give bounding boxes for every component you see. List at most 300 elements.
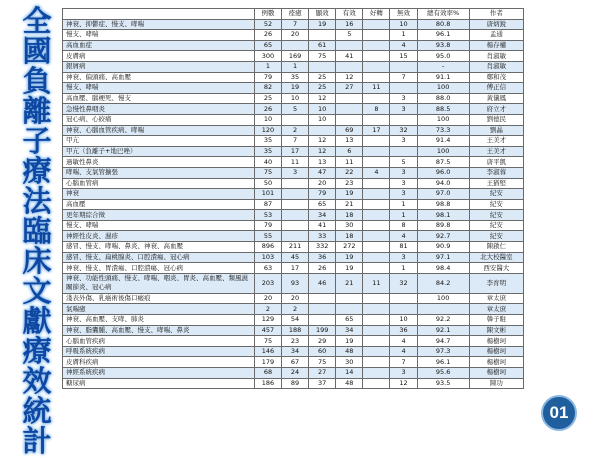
value-cell: 18 [336, 210, 363, 221]
value-cell [390, 83, 417, 94]
value-cell [336, 104, 363, 115]
value-cell: 52 [254, 19, 281, 30]
disease-cell: 神衰 [63, 189, 255, 200]
value-cell: 22 [336, 167, 363, 178]
value-cell: 75 [309, 51, 336, 62]
value-cell [363, 378, 390, 389]
value-cell: 24 [282, 368, 309, 379]
table-row [63, 199, 524, 210]
table-row [63, 19, 524, 30]
title-char: 文 [22, 274, 52, 308]
page-number-badge: 01 [541, 395, 577, 431]
value-cell: 11 [363, 273, 390, 293]
title-char: 全 [22, 4, 52, 38]
disease-cell: 神衰、功能性頭痛、慢支、哮喘、咽炎、胃炎、高血壓、類風濕關節炎、冠心病 [63, 273, 255, 293]
value-cell: 20 [254, 293, 281, 304]
value-cell [363, 368, 390, 379]
table-row [63, 93, 524, 104]
value-cell [282, 189, 309, 200]
value-cell: 3 [390, 189, 417, 200]
value-cell: 20 [309, 178, 336, 189]
value-cell [363, 199, 390, 210]
table-row [63, 136, 524, 147]
title-char: 國 [22, 34, 52, 68]
value-cell [336, 304, 363, 315]
value-cell: 79 [254, 220, 281, 231]
value-cell: 101 [254, 189, 281, 200]
value-cell [363, 189, 390, 200]
disease-cell: 呼吸系統疾病 [63, 346, 255, 357]
value-cell: 26 [254, 30, 281, 41]
value-cell: 98.4 [417, 263, 469, 274]
value-cell: 40 [254, 157, 281, 168]
author-cell: 李育明 [469, 273, 523, 293]
value-cell: 94.0 [417, 178, 469, 189]
value-cell [363, 19, 390, 30]
value-cell: 3 [390, 178, 417, 189]
disease-cell: 高血壓、腦梗死、慢支 [63, 93, 255, 104]
value-cell: 4 [390, 336, 417, 347]
value-cell: 8 [390, 220, 417, 231]
value-cell: 91.1 [417, 72, 469, 83]
value-cell: 3 [390, 93, 417, 104]
author-cell: 王美才 [469, 146, 523, 157]
author-cell: 孟通 [469, 30, 523, 41]
vertical-title [12, 4, 62, 458]
value-cell: 92.2 [417, 315, 469, 326]
value-cell: 48 [336, 378, 363, 389]
value-cell: 54 [282, 315, 309, 326]
value-cell: 4 [363, 167, 390, 178]
value-cell: 5 [282, 104, 309, 115]
title-char: 離 [22, 94, 52, 128]
title-char: 效 [22, 364, 52, 398]
value-cell: 20 [282, 30, 309, 41]
value-cell: 1 [390, 263, 417, 274]
value-cell: 3 [282, 167, 309, 178]
table-row [63, 293, 524, 304]
author-cell: 韓子駐 [469, 315, 523, 326]
value-cell: 53 [254, 210, 281, 221]
column-header [63, 9, 255, 20]
disease-cell: 感冒、慢支、哮喘、鼻炎、神衰、高血壓 [63, 242, 255, 253]
table-row [63, 167, 524, 178]
column-header: 痊癒 [282, 9, 309, 20]
value-cell: 21 [336, 199, 363, 210]
value-cell: 73.3 [417, 125, 469, 136]
value-cell: 7 [282, 19, 309, 30]
value-cell: 100 [417, 83, 469, 94]
table-row [63, 220, 524, 231]
author-cell: 傅正信 [469, 83, 523, 94]
table-row [63, 378, 524, 389]
table-row [63, 61, 524, 72]
author-cell: 北大校醫室 [469, 252, 523, 263]
disease-cell: 神衰、心腦血管疾病、哮喘 [63, 125, 255, 136]
author-cell: 劉晶 [469, 125, 523, 136]
value-cell [363, 346, 390, 357]
author-cell: 西安醫大 [469, 263, 523, 274]
value-cell: 34 [282, 346, 309, 357]
value-cell: 1 [390, 210, 417, 221]
value-cell: 90.9 [417, 242, 469, 253]
disease-cell: 氣喘癒 [63, 304, 255, 315]
value-cell: 34 [336, 325, 363, 336]
value-cell: 19 [336, 336, 363, 347]
disease-cell: 高血壓 [63, 199, 255, 210]
value-cell [309, 30, 336, 41]
value-cell: 33 [309, 231, 336, 242]
disease-cell: 神衰、脂囊腫、高血壓、慢支、哮喘、鼻炎 [63, 325, 255, 336]
value-cell: 81 [390, 242, 417, 253]
disease-cell: 感冒、慢支、扁桃腺炎、口腔潰瘍、冠心病 [63, 252, 255, 263]
value-cell: 3 [390, 104, 417, 115]
value-cell: 2 [282, 125, 309, 136]
value-cell: 3 [390, 368, 417, 379]
value-cell: 332 [309, 242, 336, 253]
value-cell: 7 [390, 72, 417, 83]
author-cell: 黃儀鳳 [469, 93, 523, 104]
value-cell: 188 [282, 325, 309, 336]
value-cell: 84.2 [417, 273, 469, 293]
value-cell: 13 [309, 157, 336, 168]
disease-cell: 糖尿病 [63, 378, 255, 389]
author-cell: 紀安 [469, 231, 523, 242]
value-cell: 97.1 [417, 252, 469, 263]
value-cell: 6 [336, 146, 363, 157]
author-cell: 唐炳銳 [469, 19, 523, 30]
value-cell: 12 [309, 146, 336, 157]
title-char: 療 [22, 334, 52, 368]
value-cell: 2 [282, 304, 309, 315]
value-cell: 21 [336, 273, 363, 293]
value-cell: 88.0 [417, 93, 469, 104]
value-cell: 179 [254, 357, 281, 368]
value-cell: 79 [309, 189, 336, 200]
value-cell: 2 [254, 304, 281, 315]
disease-cell: 慢支、哮喘 [63, 220, 255, 231]
value-cell: 169 [282, 51, 309, 62]
value-cell: 19 [336, 252, 363, 263]
value-cell: 89.8 [417, 220, 469, 231]
table-body [63, 19, 524, 389]
value-cell: 75 [254, 336, 281, 347]
value-cell: 19 [282, 83, 309, 94]
value-cell: 46 [309, 273, 336, 293]
disease-cell: 急慢性鼻咽炎 [63, 104, 255, 115]
value-cell: 16 [336, 19, 363, 30]
author-cell: 楊樹珂 [469, 336, 523, 347]
value-cell [363, 61, 390, 72]
disease-cell: 神經系統疾病 [63, 368, 255, 379]
value-cell: 203 [254, 273, 281, 293]
table-row [63, 210, 524, 221]
value-cell: 41 [309, 220, 336, 231]
value-cell: 82 [254, 83, 281, 94]
value-cell: 10 [254, 114, 281, 125]
value-cell: 120 [254, 125, 281, 136]
value-cell: 4 [390, 346, 417, 357]
value-cell: 98.1 [417, 210, 469, 221]
value-cell [390, 293, 417, 304]
value-cell: 17 [282, 263, 309, 274]
disease-cell: 甲亢 [63, 136, 255, 147]
value-cell: 5 [336, 30, 363, 41]
value-cell: 69 [336, 125, 363, 136]
value-cell: 47 [309, 167, 336, 178]
value-cell: 93.5 [417, 378, 469, 389]
value-cell: 79 [254, 72, 281, 83]
value-cell: 37 [309, 378, 336, 389]
value-cell [282, 199, 309, 210]
value-cell: 88.5 [417, 104, 469, 115]
table-row [63, 263, 524, 274]
title-char: 療 [22, 154, 52, 188]
disease-cell: 神衰、慢支、胃潰瘍、口腔潰瘍、冠心病 [63, 263, 255, 274]
clinical-data-table [62, 8, 524, 389]
author-cell: 唐平凱 [469, 157, 523, 168]
value-cell [363, 252, 390, 263]
disease-cell: 過敏性鼻炎 [63, 157, 255, 168]
author-cell: 章太庶 [469, 304, 523, 315]
title-char: 床 [22, 244, 52, 278]
value-cell: 20 [282, 293, 309, 304]
value-cell: 35 [282, 72, 309, 83]
author-cell: 楊樹珂 [469, 368, 523, 379]
value-cell: 17 [282, 146, 309, 157]
value-cell: 4 [390, 231, 417, 242]
value-cell: 55 [254, 231, 281, 242]
author-cell: 王猶堅 [469, 178, 523, 189]
value-cell [309, 315, 336, 326]
value-cell: 13 [336, 136, 363, 147]
table-row [63, 315, 524, 326]
value-cell: 95.0 [417, 51, 469, 62]
value-cell: 12 [336, 72, 363, 83]
value-cell: 65 [254, 40, 281, 51]
value-cell: 45 [282, 252, 309, 263]
value-cell: 129 [254, 315, 281, 326]
table-row [63, 146, 524, 157]
value-cell [309, 304, 336, 315]
value-cell [363, 93, 390, 104]
value-cell: 63 [254, 263, 281, 274]
value-cell: 61 [309, 40, 336, 51]
author-cell: 楊樹珂 [469, 357, 523, 368]
value-cell [282, 220, 309, 231]
title-char: 負 [22, 64, 52, 98]
value-cell [282, 178, 309, 189]
value-cell: 65 [309, 199, 336, 210]
value-cell [363, 51, 390, 62]
disease-cell: 神衰、高血壓、支哮、肺炎 [63, 315, 255, 326]
title-char: 計 [22, 424, 52, 458]
table-row [63, 72, 524, 83]
value-cell: 48 [336, 346, 363, 357]
author-cell: 楊樹珂 [469, 346, 523, 357]
value-cell: - [417, 61, 469, 72]
column-header: 有效 [336, 9, 363, 20]
value-cell [282, 40, 309, 51]
author-cell: 紀安 [469, 220, 523, 231]
value-cell: 93 [282, 273, 309, 293]
table-row [63, 273, 524, 293]
disease-cell: 神衰、偏頭痛、高血壓 [63, 72, 255, 83]
value-cell: 11 [336, 157, 363, 168]
value-cell: 19 [309, 19, 336, 30]
value-cell: 36 [390, 325, 417, 336]
value-cell: 32 [390, 273, 417, 293]
disease-cell: 更年期綜合徵 [63, 210, 255, 221]
disease-cell: 淺表外傷、乳癌術後傷口瘢痕 [63, 293, 255, 304]
disease-cell: 神衰、抑鬱症、慢支、哮喘 [63, 19, 255, 30]
value-cell: 25 [254, 93, 281, 104]
disease-cell: 慢支、哮喘 [63, 83, 255, 94]
value-cell [363, 146, 390, 157]
value-cell: 3 [390, 252, 417, 263]
value-cell: 103 [254, 252, 281, 263]
value-cell [363, 242, 390, 253]
value-cell: 60 [309, 346, 336, 357]
value-cell: 97.0 [417, 189, 469, 200]
disease-cell: 高血血症 [63, 40, 255, 51]
value-cell: 36 [309, 252, 336, 263]
disease-cell: 心腦血管病 [63, 178, 255, 189]
value-cell: 8 [363, 104, 390, 115]
value-cell: 14 [336, 368, 363, 379]
value-cell [363, 178, 390, 189]
value-cell: 1 [390, 199, 417, 210]
value-cell: 12 [390, 378, 417, 389]
value-cell: 87.5 [417, 157, 469, 168]
author-cell: 王美才 [469, 136, 523, 147]
table-row [63, 231, 524, 242]
value-cell [417, 304, 469, 315]
table-row [63, 157, 524, 168]
value-cell: 10 [282, 93, 309, 104]
value-cell: 26 [254, 104, 281, 115]
value-cell: 41 [336, 51, 363, 62]
column-header: 總有效率% [417, 9, 469, 20]
value-cell [390, 146, 417, 157]
value-cell: 1 [390, 30, 417, 41]
value-cell: 15 [390, 51, 417, 62]
value-cell: 7 [390, 357, 417, 368]
author-cell: 鄭和茂 [469, 72, 523, 83]
value-cell [363, 157, 390, 168]
value-cell: 10 [390, 315, 417, 326]
value-cell: 17 [363, 125, 390, 136]
table-row [63, 40, 524, 51]
value-cell: 92.1 [417, 325, 469, 336]
value-cell: 100 [417, 146, 469, 157]
column-header: 顯效 [309, 9, 336, 20]
table-row [63, 368, 524, 379]
disease-cell: 哮喘、支氣管擴張 [63, 167, 255, 178]
value-cell [363, 231, 390, 242]
value-cell [309, 125, 336, 136]
value-cell: 97.3 [417, 346, 469, 357]
value-cell: 186 [254, 378, 281, 389]
value-cell [282, 114, 309, 125]
table-row [63, 304, 524, 315]
value-cell: 75 [254, 167, 281, 178]
value-cell: 211 [282, 242, 309, 253]
title-char: 子 [22, 124, 52, 158]
value-cell: 68 [254, 368, 281, 379]
value-cell [363, 30, 390, 41]
value-cell: 29 [309, 336, 336, 347]
table-row [63, 325, 524, 336]
table-row [63, 346, 524, 357]
column-header: 作者 [469, 9, 523, 20]
value-cell [363, 304, 390, 315]
disease-cell: 銀屑病 [63, 61, 255, 72]
disease-cell: 神經性皮炎、濕疹 [63, 231, 255, 242]
author-cell: 陳文彬 [469, 325, 523, 336]
column-header: 好轉 [363, 9, 390, 20]
value-cell [336, 40, 363, 51]
value-cell: 32 [390, 125, 417, 136]
value-cell [363, 357, 390, 368]
value-cell [363, 210, 390, 221]
value-cell: 98.8 [417, 199, 469, 210]
value-cell [336, 93, 363, 104]
value-cell: 30 [336, 220, 363, 231]
value-cell [363, 315, 390, 326]
author-cell: 紀安 [469, 210, 523, 221]
value-cell: 25 [309, 72, 336, 83]
value-cell: 11 [363, 83, 390, 94]
value-cell: 87 [254, 199, 281, 210]
value-cell: 30 [336, 357, 363, 368]
value-cell: 94.7 [417, 336, 469, 347]
title-char: 法 [22, 184, 52, 218]
value-cell: 100 [417, 293, 469, 304]
value-cell: 95.6 [417, 368, 469, 379]
table-row [63, 178, 524, 189]
table-row [63, 30, 524, 41]
value-cell: 100 [417, 114, 469, 125]
column-header: 無效 [390, 9, 417, 20]
value-cell [363, 40, 390, 51]
author-cell: 肖淑敏 [469, 51, 523, 62]
disease-cell: 慢支、哮喘 [63, 30, 255, 41]
value-cell: 19 [336, 263, 363, 274]
value-cell: 34 [309, 210, 336, 221]
value-cell: 75 [309, 357, 336, 368]
table-row [63, 336, 524, 347]
author-cell: 肖淑敏 [469, 61, 523, 72]
disease-cell: 皮膚病 [63, 51, 255, 62]
value-cell: 896 [254, 242, 281, 253]
title-char: 臨 [22, 214, 52, 248]
value-cell: 7 [282, 136, 309, 147]
author-cell: 紀安 [469, 189, 523, 200]
value-cell [336, 114, 363, 125]
value-cell [363, 263, 390, 274]
value-cell: 27 [309, 368, 336, 379]
value-cell: 23 [336, 178, 363, 189]
table-row [63, 83, 524, 94]
value-cell: 19 [336, 189, 363, 200]
value-cell [363, 136, 390, 147]
value-cell: 92.7 [417, 231, 469, 242]
value-cell: 12 [309, 93, 336, 104]
value-cell [336, 61, 363, 72]
header-row [63, 9, 524, 20]
value-cell: 272 [336, 242, 363, 253]
